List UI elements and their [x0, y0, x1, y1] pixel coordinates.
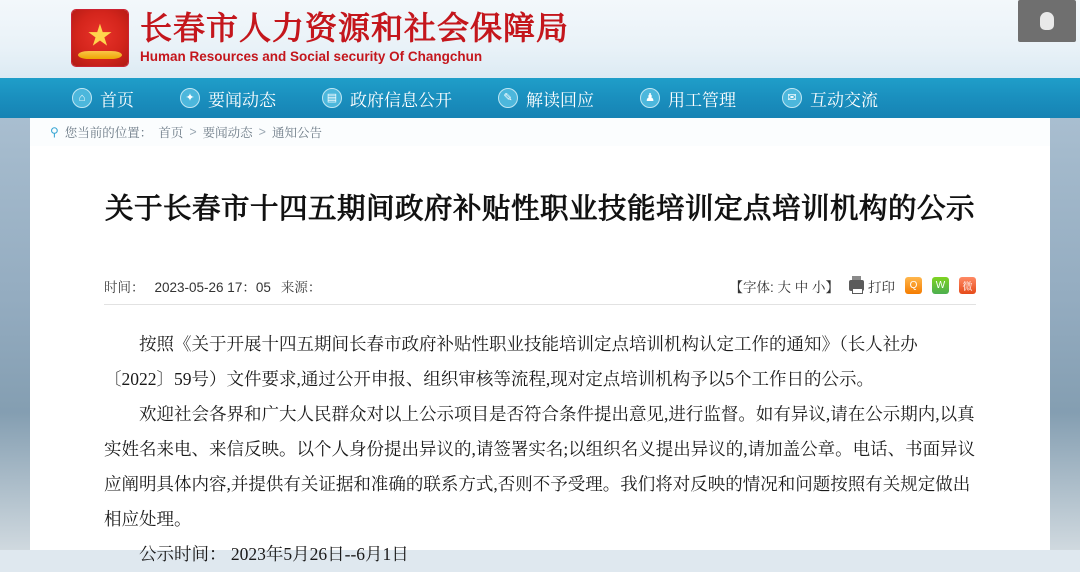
nav-label: 政府信息公开: [350, 90, 452, 110]
site-header: [0, 0, 1080, 78]
breadcrumb-separator: >: [189, 125, 197, 139]
nav-item-employment-management[interactable]: [640, 86, 736, 111]
article-paragraph: 欢迎社会各界和广大人民群众对以上公示项目是否符合条件提出意见,进行监督。如有异议,请在公示期内,以真实姓名来电、来信反映。以个人身份提出异议的,请签署实名;以组织名义提出异议的,请加盖公章。电话、书面异议应阐明具体内容,并提供有关证据和准确的联系方式,否则不予受理。我们将对反映的情况和问题按照有关规定做出相应处理。: [104, 404, 976, 529]
wechat-share-icon[interactable]: W: [932, 277, 949, 294]
location-pin-icon: ⚲: [50, 125, 59, 139]
article-meta: [104, 267, 976, 305]
page-title: 关于长春市十四五期间政府补贴性职业技能培训定点培训机构的公示: [104, 193, 975, 225]
breadcrumb-item-home[interactable]: 首页: [158, 126, 184, 140]
article-meta-right: [729, 276, 976, 296]
article-paragraph: 按照《关于开展十四五期间长春市政府补贴性职业技能培训定点培训机构认定工作的通知》（长人社办〔2022〕59号）文件要求,通过公开申报、组织审核等流程,现对定点培训机构予以5个工作日的公示。: [104, 334, 918, 389]
nav-label: 解读回应: [526, 90, 594, 110]
breadcrumb-item-news[interactable]: 要闻动态: [202, 126, 253, 140]
nav-item-interpretation[interactable]: [498, 86, 594, 111]
qq-share-icon[interactable]: Q: [905, 277, 922, 294]
people-icon: ♟: [640, 88, 660, 108]
site-logo[interactable]: [72, 10, 569, 66]
breadcrumb-prefix: 您当前的位置：: [64, 126, 153, 140]
print-button[interactable]: [849, 276, 895, 296]
national-emblem-icon: [72, 10, 128, 66]
main-navigation: [0, 78, 1080, 118]
news-icon: ✦: [180, 88, 200, 108]
breadcrumb-item-announcements[interactable]: 通知公告: [271, 126, 322, 140]
nav-label: 首页: [100, 90, 134, 110]
print-label: 打印: [868, 279, 895, 295]
printer-icon: [849, 280, 864, 291]
time-label: 时间：: [104, 279, 145, 295]
time-value: 2023-05-26 17：05: [154, 279, 271, 295]
nav-label: 要闻动态: [208, 90, 276, 110]
site-title-block: [140, 12, 569, 64]
nav-item-news[interactable]: [180, 86, 276, 111]
nav-label: 互动交流: [810, 90, 878, 110]
font-size-control[interactable]: 【字体: 大 中 小】: [729, 279, 839, 295]
nav-item-government-info[interactable]: [322, 86, 452, 111]
document-icon: ▤: [322, 88, 342, 108]
article: [30, 186, 1050, 572]
site-title-en: Human Resources and Social security Of Changchun: [140, 49, 483, 65]
article-meta-left: [104, 276, 331, 296]
content-card: [30, 118, 1050, 564]
home-icon: ⌂: [72, 88, 92, 108]
chat-icon: ✉: [782, 88, 802, 108]
weibo-share-icon[interactable]: 微: [959, 277, 976, 294]
article-body: [104, 327, 976, 572]
source-label: 来源：: [280, 279, 322, 295]
speech-icon: ✎: [498, 88, 518, 108]
article-paragraph: 公示时间： 2023年5月26日--6月1日: [139, 544, 409, 564]
nav-label: 用工管理: [668, 90, 736, 110]
user-avatar-icon[interactable]: [1018, 0, 1076, 42]
nav-item-interaction[interactable]: [782, 86, 878, 111]
breadcrumb: [30, 118, 1050, 146]
nav-item-home[interactable]: [72, 86, 134, 111]
site-title-cn: 长春市人力资源和社会保障局: [140, 10, 570, 47]
breadcrumb-separator: >: [258, 125, 266, 139]
